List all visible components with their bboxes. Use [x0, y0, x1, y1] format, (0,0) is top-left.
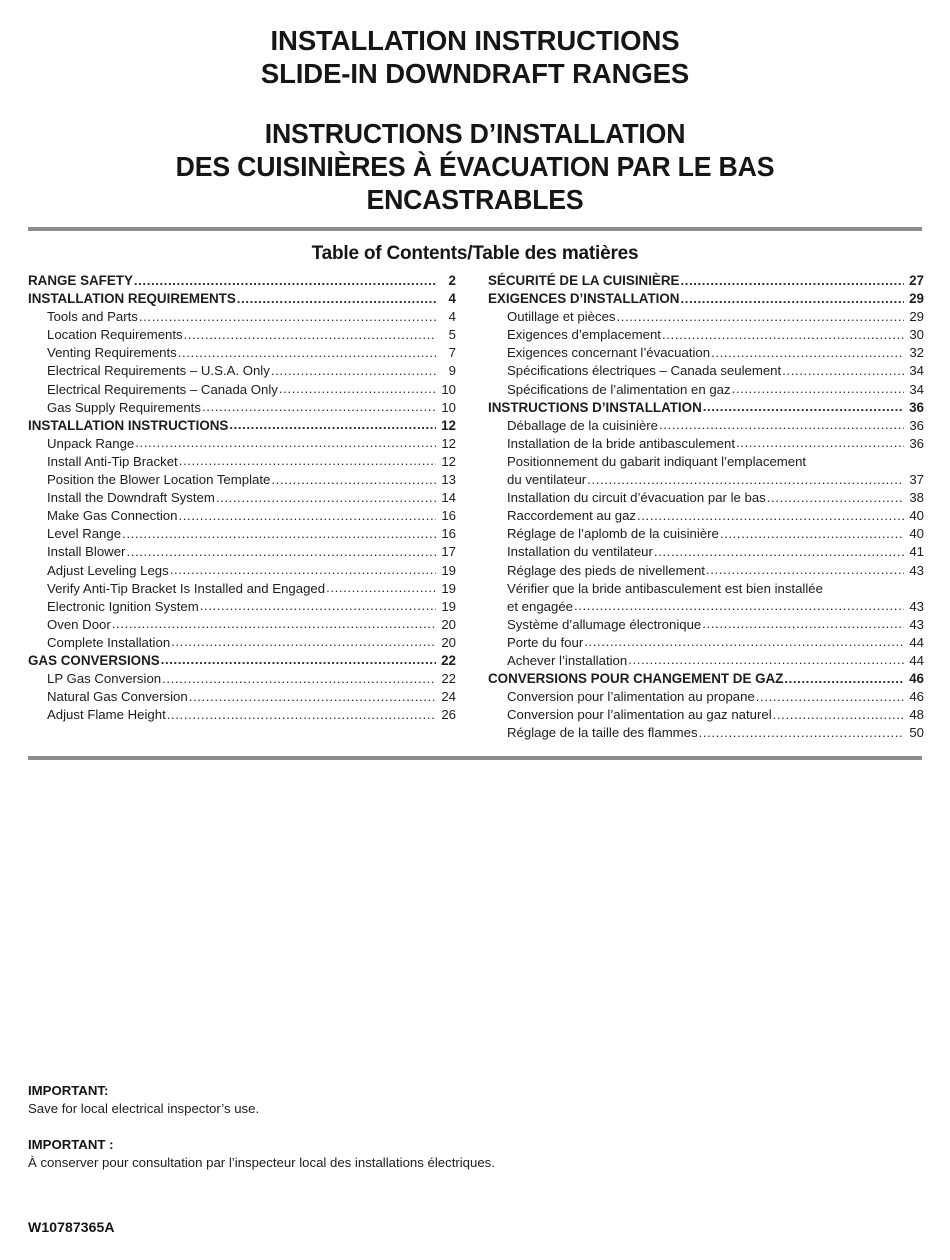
toc-entry[interactable]: [488, 399, 924, 417]
toc-entry[interactable]: [28, 580, 456, 598]
toc-dot-leader: [617, 308, 905, 326]
toc-entry-page: 2: [448, 273, 456, 288]
toc-dot-leader: [767, 489, 904, 507]
toc-dot-leader: [628, 651, 904, 669]
toc-entry-page: 34: [909, 381, 924, 397]
toc-entry-page: 40: [909, 526, 924, 542]
toc-entry[interactable]: [488, 489, 924, 507]
toc-entry-page: 4: [448, 309, 456, 325]
toc-entry[interactable]: [28, 471, 456, 489]
title-french-line-2: DES CUISINIÈRES À ÉVACUATION PAR LE BAS: [175, 151, 775, 182]
toc-entry-label: et engagée: [507, 598, 574, 614]
toc-dot-leader: [167, 706, 436, 724]
toc-dot-leader: [279, 380, 436, 398]
toc-entry-page: 34: [909, 363, 924, 379]
toc-entry[interactable]: [488, 616, 924, 634]
toc-entry-label: Make Gas Connection: [47, 508, 178, 524]
toc-entry[interactable]: [488, 362, 924, 380]
toc-entry-page: 10: [441, 399, 456, 415]
toc-entry-label: Gas Supply Requirements: [47, 399, 201, 415]
toc-columns: [0, 272, 950, 742]
toc-dot-leader: [720, 525, 904, 543]
toc-dot-leader: [756, 688, 904, 706]
toc-entry-label: Adjust Flame Height: [47, 707, 166, 723]
toc-entry-label: Spécifications électriques – Canada seulement: [507, 363, 782, 379]
toc-dot-leader: [122, 525, 436, 543]
toc-entry[interactable]: [488, 381, 924, 399]
toc-dot-leader: [637, 507, 904, 525]
toc-entry[interactable]: [28, 525, 456, 543]
toc-dot-leader: [699, 724, 904, 742]
toc-dot-leader: [170, 561, 436, 579]
toc-entry-page: 27: [909, 273, 924, 288]
toc-entry[interactable]: [28, 706, 456, 724]
toc-column-english: [28, 272, 456, 742]
toc-entry[interactable]: [28, 290, 456, 308]
toc-entry-label: Positionnement du gabarit indiquant l’emplacement: [507, 453, 807, 469]
toc-entry-page: 43: [909, 616, 924, 632]
toc-entry-page: 29: [909, 309, 924, 325]
toc-entry-label: GAS CONVERSIONS: [28, 652, 160, 668]
toc-entry[interactable]: [28, 453, 456, 471]
toc-entry-label: du ventilateur: [507, 472, 587, 488]
toc-entry[interactable]: [28, 670, 456, 688]
toc-entry-label: EXIGENCES D’INSTALLATION: [488, 291, 680, 307]
toc-entry[interactable]: [28, 417, 456, 435]
toc-entry[interactable]: [488, 290, 924, 308]
toc-entry-page: 44: [909, 652, 924, 668]
toc-entry[interactable]: [488, 507, 924, 525]
toc-entry-label: Tools and Parts: [47, 309, 138, 325]
toc-entry[interactable]: [488, 688, 924, 706]
toc-entry-label: Electronic Ignition System: [47, 598, 199, 614]
toc-entry-page: 46: [909, 689, 924, 705]
toc-dot-leader: [711, 344, 904, 362]
toc-entry-page: 30: [909, 327, 924, 343]
toc-dot-leader: [161, 651, 436, 669]
toc-dot-leader: [782, 362, 904, 380]
toc-dot-leader: [184, 326, 436, 344]
toc-dot-leader: [271, 471, 436, 489]
toc-entry-page: 14: [441, 490, 456, 506]
toc-entry-page: 37: [909, 472, 924, 488]
document-code: W10787365A: [28, 1219, 115, 1235]
footer-spacer: [28, 1118, 908, 1136]
toc-entry[interactable]: [28, 399, 456, 417]
toc-entry[interactable]: [488, 417, 924, 435]
toc-dot-leader: [126, 543, 436, 561]
toc-dot-leader: [179, 452, 436, 470]
toc-entry[interactable]: [28, 381, 456, 399]
toc-entry-label: Natural Gas Conversion: [47, 689, 188, 705]
toc-entry-label: Outillage et pièces: [507, 309, 616, 325]
toc-dot-leader: [134, 272, 436, 290]
toc-dot-leader: [200, 597, 436, 615]
toc-entry-page: 29: [909, 291, 924, 307]
toc-entry-label: CONVERSIONS POUR CHANGEMENT DE GAZ: [488, 671, 784, 687]
toc-entry-label: Verify Anti-Tip Bracket Is Installed and Engaged: [47, 580, 326, 596]
title-english-line-2: SLIDE-IN DOWNDRAFT RANGES: [260, 58, 690, 89]
toc-dot-leader: [732, 380, 904, 398]
divider-bottom: [28, 756, 922, 760]
toc-entry-label: Déballage de la cuisinière: [507, 417, 659, 433]
toc-dot-leader: [574, 597, 904, 615]
toc-entry[interactable]: [488, 435, 924, 453]
toc-entry-label: Oven Door: [47, 616, 111, 632]
toc-dot-leader: [736, 434, 904, 452]
toc-entry-page: 43: [909, 598, 924, 614]
document-title-block: [0, 0, 950, 216]
toc-entry-page: 36: [909, 399, 924, 415]
toc-entry[interactable]: [28, 562, 456, 580]
toc-entry[interactable]: [28, 326, 456, 344]
toc-entry-page: 24: [441, 689, 456, 705]
toc-entry[interactable]: [488, 634, 924, 652]
toc-entry[interactable]: [28, 435, 456, 453]
toc-entry[interactable]: [488, 580, 924, 598]
toc-entry-page: 5: [448, 327, 456, 343]
toc-entry-page: 32: [909, 345, 924, 361]
toc-entry[interactable]: [488, 326, 924, 344]
toc-entry-label: Level Range: [47, 526, 122, 542]
toc-entry-page: 22: [441, 671, 456, 687]
toc-entry-page: 41: [909, 544, 924, 560]
toc-entry-label: Réglage des pieds de nivellement: [507, 562, 705, 578]
toc-entry[interactable]: [488, 471, 924, 489]
toc-entry-page: 12: [441, 417, 456, 433]
toc-entry-label: SÉCURITÉ DE LA CUISINIÈRE: [488, 273, 680, 288]
toc-entry-page: 13: [441, 472, 456, 488]
toc-entry-page: 48: [909, 707, 924, 723]
toc-entry-label: Raccordement au gaz: [507, 508, 637, 524]
toc-entry[interactable]: [28, 543, 456, 561]
toc-dot-leader: [587, 471, 904, 489]
toc-entry-label: Vérifier que la bride antibasculement est bien installée: [507, 580, 823, 596]
toc-entry-label: Porte du four: [507, 634, 584, 650]
toc-entry-page: 20: [441, 634, 456, 650]
toc-dot-leader: [271, 362, 436, 380]
toc-dot-leader: [662, 326, 904, 344]
toc-entry[interactable]: [488, 670, 924, 688]
toc-dot-leader: [178, 344, 436, 362]
toc-entry[interactable]: [488, 724, 924, 742]
toc-dot-leader: [680, 290, 904, 308]
toc-entry-label: INSTRUCTIONS D’INSTALLATION: [488, 399, 702, 415]
toc-entry-page: 36: [909, 435, 924, 451]
toc-entry-page: 9: [448, 363, 456, 379]
toc-entry-page: 19: [441, 562, 456, 578]
toc-dot-leader: [326, 579, 436, 597]
toc-entry-page: 20: [441, 616, 456, 632]
important-label-english: IMPORTANT:: [28, 1083, 109, 1098]
toc-entry-label: Unpack Range: [47, 435, 135, 451]
toc-dot-leader: [189, 688, 436, 706]
toc-entry-page: 22: [441, 652, 456, 668]
toc-entry-label: Venting Requirements: [47, 345, 177, 361]
toc-entry-label: Achever l’installation: [507, 652, 628, 668]
toc-dot-leader: [171, 633, 436, 651]
important-text-french: À conserver pour consultation par l’inspecteur local des installations électriques.: [28, 1155, 495, 1170]
toc-entry-page: 12: [441, 453, 456, 469]
toc-entry-label: Exigences d’emplacement: [507, 327, 661, 343]
title-english-line-1: INSTALLATION INSTRUCTIONS: [270, 25, 680, 56]
toc-entry-page: 10: [441, 381, 456, 397]
toc-entry-label: Réglage de la taille des flammes: [507, 725, 698, 741]
toc-entry-label: Conversion pour l’alimentation au propane: [507, 689, 755, 705]
toc-entry[interactable]: [488, 344, 924, 362]
toc-entry-label: RANGE SAFETY: [28, 273, 133, 288]
toc-dot-leader: [202, 398, 436, 416]
toc-entry[interactable]: [28, 362, 456, 380]
toc-entry-page: 16: [441, 526, 456, 542]
toc-entry-page: 12: [441, 435, 456, 451]
toc-entry-page: 4: [448, 291, 456, 307]
toc-entry-label: Location Requirements: [47, 327, 183, 343]
toc-dot-leader: [784, 670, 904, 688]
toc-entry[interactable]: [488, 706, 924, 724]
toc-entry-label: INSTALLATION INSTRUCTIONS: [28, 417, 229, 433]
toc-entry[interactable]: [28, 616, 456, 634]
toc-entry-label: Install Blower: [47, 544, 126, 560]
toc-entry[interactable]: [28, 489, 456, 507]
footer-notices: [28, 1082, 908, 1172]
toc-dot-leader: [654, 543, 904, 561]
toc-entry-page: 46: [909, 671, 924, 687]
important-label-french: IMPORTANT :: [28, 1137, 114, 1152]
toc-entry-label: Electrical Requirements – U.S.A. Only: [47, 363, 270, 379]
toc-entry[interactable]: [488, 453, 924, 471]
toc-entry-label: Install the Downdraft System: [47, 490, 215, 506]
toc-entry-label: Réglage de l’aplomb de la cuisinière: [507, 526, 719, 542]
toc-dot-leader: [112, 615, 436, 633]
toc-entry-page: 43: [909, 562, 924, 578]
toc-entry-page: 17: [441, 544, 456, 560]
toc-entry-page: 7: [448, 345, 456, 361]
toc-dot-leader: [162, 670, 436, 688]
toc-entry-page: 36: [909, 417, 924, 433]
toc-entry-label: Spécifications de l’alimentation en gaz: [507, 381, 731, 397]
toc-entry-page: 44: [909, 634, 924, 650]
toc-entry-page: 26: [441, 707, 456, 723]
toc-dot-leader: [139, 308, 436, 326]
toc-entry[interactable]: [28, 272, 456, 290]
toc-entry-label: Exigences concernant l’évacuation: [507, 345, 711, 361]
toc-entry[interactable]: [488, 543, 924, 561]
toc-entry-label: Système d’allumage électronique: [507, 616, 702, 632]
toc-entry[interactable]: [488, 525, 924, 543]
toc-entry-page: 19: [441, 580, 456, 596]
toc-entry[interactable]: [28, 688, 456, 706]
toc-dot-leader: [135, 434, 436, 452]
toc-entry-label: Conversion pour l’alimentation au gaz naturel: [507, 707, 772, 723]
toc-entry-label: Installation du circuit d’évacuation par le bas: [507, 490, 766, 506]
toc-entry[interactable]: [28, 652, 456, 670]
toc-entry-label: Installation de la bride antibasculement: [507, 435, 735, 451]
toc-entry-label: LP Gas Conversion: [47, 671, 162, 687]
toc-dot-leader: [178, 507, 436, 525]
toc-entry-label: Installation du ventilateur: [507, 544, 653, 560]
toc-entry-label: Install Anti-Tip Bracket: [47, 453, 178, 469]
important-text-english: Save for local electrical inspector’s use.: [28, 1101, 260, 1116]
title-english: [0, 24, 950, 90]
title-french: [14, 117, 936, 216]
toc-entry-page: 38: [909, 490, 924, 506]
toc-entry[interactable]: [488, 598, 924, 616]
toc-entry[interactable]: [488, 562, 924, 580]
toc-entry-page: 16: [441, 508, 456, 524]
title-french-line-1: INSTRUCTIONS D’INSTALLATION: [264, 118, 686, 149]
toc-entry[interactable]: [28, 344, 456, 362]
toc-dot-leader: [584, 633, 904, 651]
toc-entry-label: Complete Installation: [47, 634, 171, 650]
toc-dot-leader: [702, 615, 904, 633]
toc-dot-leader: [237, 290, 436, 308]
toc-heading: Table of Contents/Table des matières: [311, 243, 639, 264]
toc-dot-leader: [773, 706, 904, 724]
toc-entry-page: 40: [909, 508, 924, 524]
toc-entry[interactable]: [28, 507, 456, 525]
toc-dot-leader: [680, 272, 904, 290]
divider-top: [28, 227, 922, 231]
toc-entry[interactable]: [488, 308, 924, 326]
toc-dot-leader: [216, 489, 436, 507]
toc-entry-page: 50: [909, 725, 924, 741]
toc-entry[interactable]: [28, 634, 456, 652]
toc-entry-label: Electrical Requirements – Canada Only: [47, 381, 278, 397]
toc-entry[interactable]: [488, 272, 924, 290]
toc-dot-leader: [229, 416, 436, 434]
toc-entry-label: Adjust Leveling Legs: [47, 562, 169, 578]
toc-entry[interactable]: [28, 598, 456, 616]
toc-column-french: [488, 272, 924, 742]
toc-entry[interactable]: [28, 308, 456, 326]
toc-dot-leader: [659, 416, 904, 434]
toc-dot-leader: [706, 561, 904, 579]
title-french-line-3: ENCASTRABLES: [366, 184, 584, 215]
toc-entry[interactable]: [488, 652, 924, 670]
toc-entry-page: 19: [441, 598, 456, 614]
toc-entry-label: Position the Blower Location Template: [47, 472, 271, 488]
toc-entry-label: INSTALLATION REQUIREMENTS: [28, 291, 236, 307]
toc-dot-leader: [703, 398, 904, 416]
